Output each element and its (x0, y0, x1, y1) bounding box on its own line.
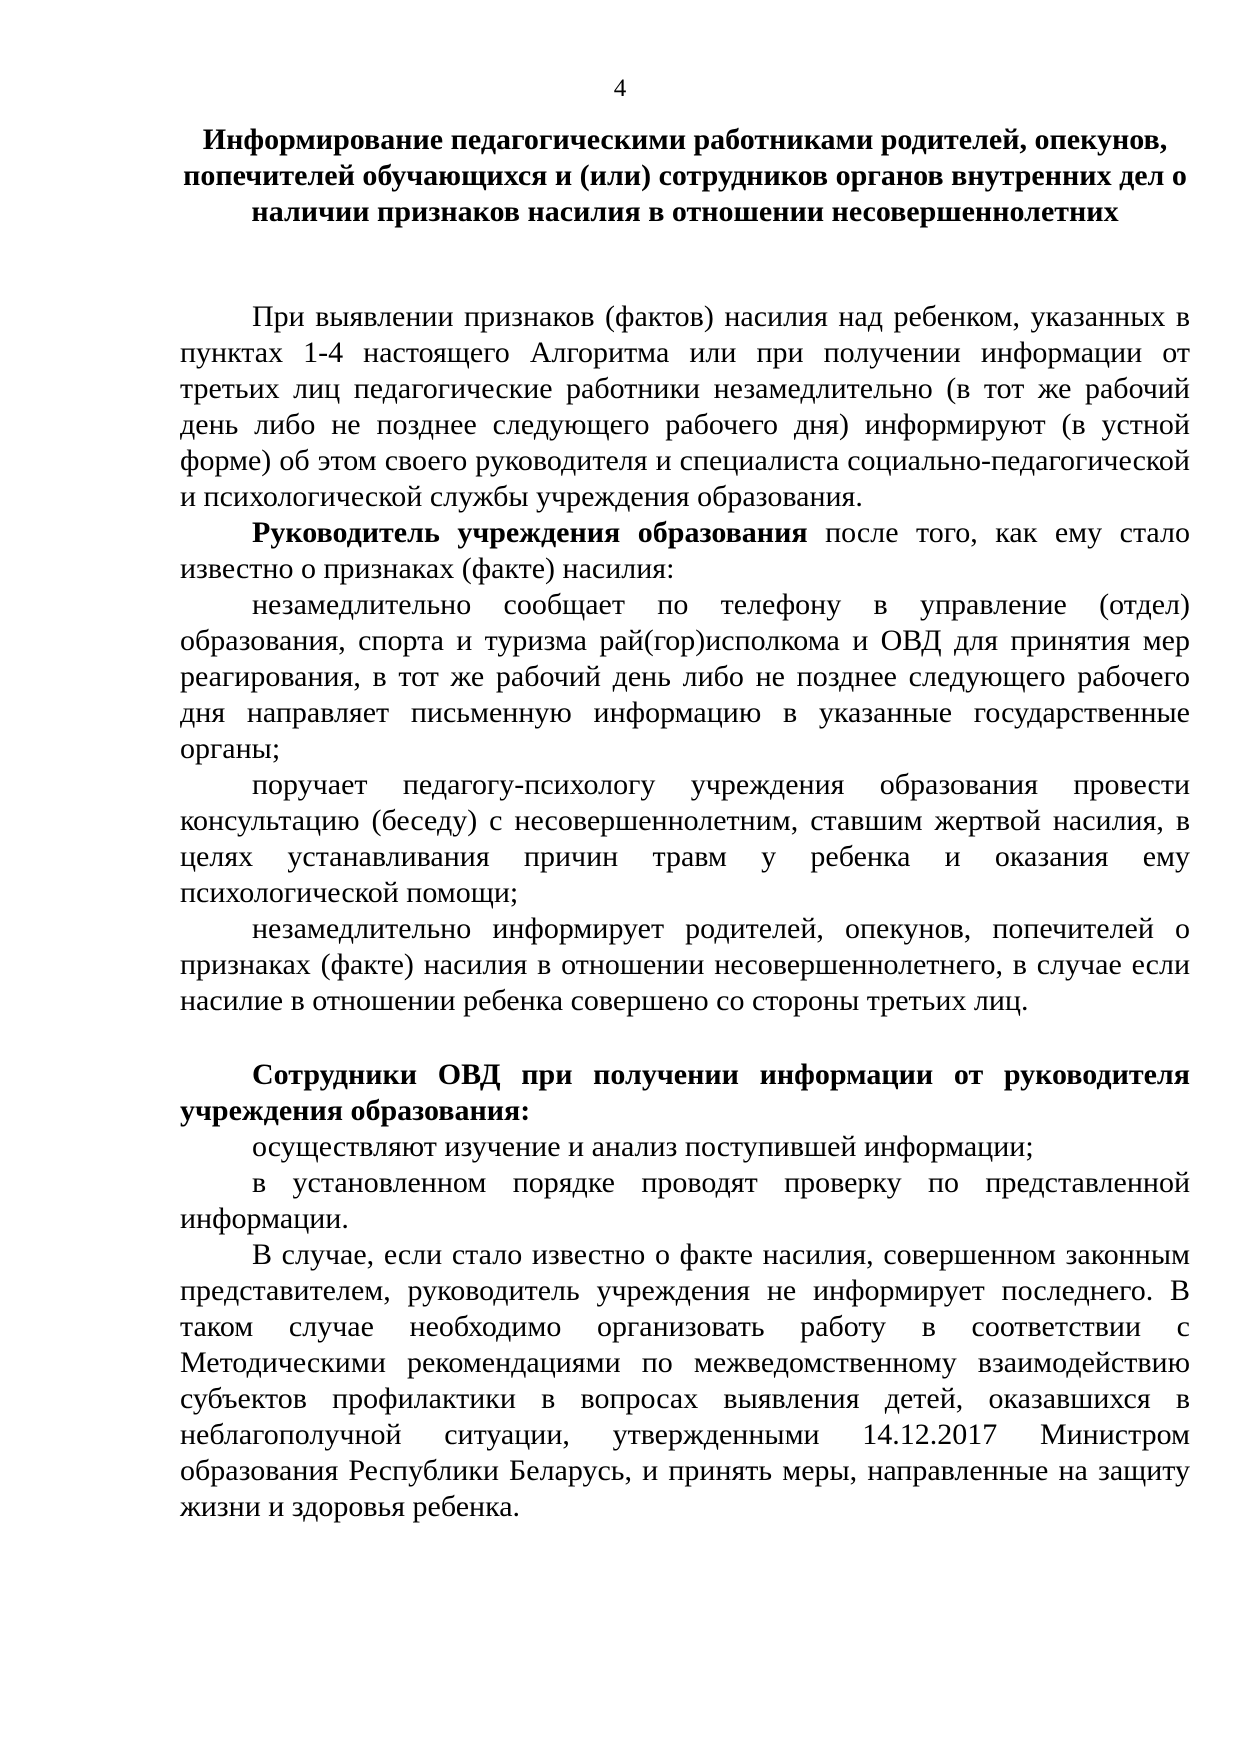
paragraph-report-by-phone: незамедлительно сообщает по телефону в управление (отдел) образования, спорта и туризма рай(гор)исполкома и ОВД для принятия мер реагирования, в тот же рабочий день либо не позднее следующего рабочего дня направляет письменную информацию в указанные государственные органы; (180, 588, 1190, 765)
paragraph-police-check: в установленном порядке проводят проверку по представленной информации. (180, 1166, 1190, 1235)
paragraph-legal-representative: В случае, если стало известно о факте насилия, совершенном законным представителем, руководитель учреждения не информирует последнего. В таком случае необходимо организовать работу в соответствии с Методическими рекомендациями по межведомственному взаимодействию субъектов профилактики в вопросах выявления детей, оказавшихся в неблагополучной ситуации, утвержденными 14.12.2017 Министром образования Республики Беларусь, и принять меры, направленные на защиту жизни и здоровья ребенка. (180, 1238, 1190, 1523)
paragraph-head-of-institution-text: после того, как ему стало известно о признаках (факте) насилия: (180, 516, 1190, 585)
paragraph-head-of-institution-bold: Руководитель учреждения образования (252, 516, 808, 549)
paragraph-teachers-inform: При выявлении признаков (фактов) насилия над ребенком, указанных в пунктах 1-4 настоящего Алгоритма или при получении информации от третьих лиц педагогические работники незамедлительно (в тот же рабочий день либо не позднее следующего рабочего дня) информируют (в устной форме) об этом своего руководителя и специалиста социально-педагогической и психологической службы учреждения образования. (180, 300, 1190, 513)
paragraph-police-analysis: осуществляют изучение и анализ поступившей информации; (252, 1130, 1034, 1163)
document-body (180, 299, 1190, 1525)
paragraph-police-heading (180, 1057, 1190, 1129)
paragraph-inform-parents: незамедлительно информирует родителей, опекунов, попечителей о признаках (факте) насилия в отношении несовершеннолетнего, в случае если насилие в отношении ребенка совершено со стороны третьих лиц. (180, 912, 1190, 1017)
paragraph-head-of-institution (180, 515, 1190, 587)
paragraph-psychologist-consultation: поручает педагогу-психологу учреждения образования провести консультацию (беседу) с несовершеннолетним, ставшим жертвой насилия, в целях устанавливания причин травм у ребенка и оказания ему психологической помощи; (180, 768, 1190, 909)
page-number: 4 (613, 75, 627, 102)
document-title: Информирование педагогическими работниками родителей, опекунов, попечителей обучающихся и (или) сотрудников органов внутренних дел о наличии признаков насилия в отношении несовершеннолетних (183, 123, 1187, 228)
paragraph-police-heading-bold: Сотрудники ОВД при получении информации от руководителя учреждения образования: (180, 1058, 1190, 1127)
